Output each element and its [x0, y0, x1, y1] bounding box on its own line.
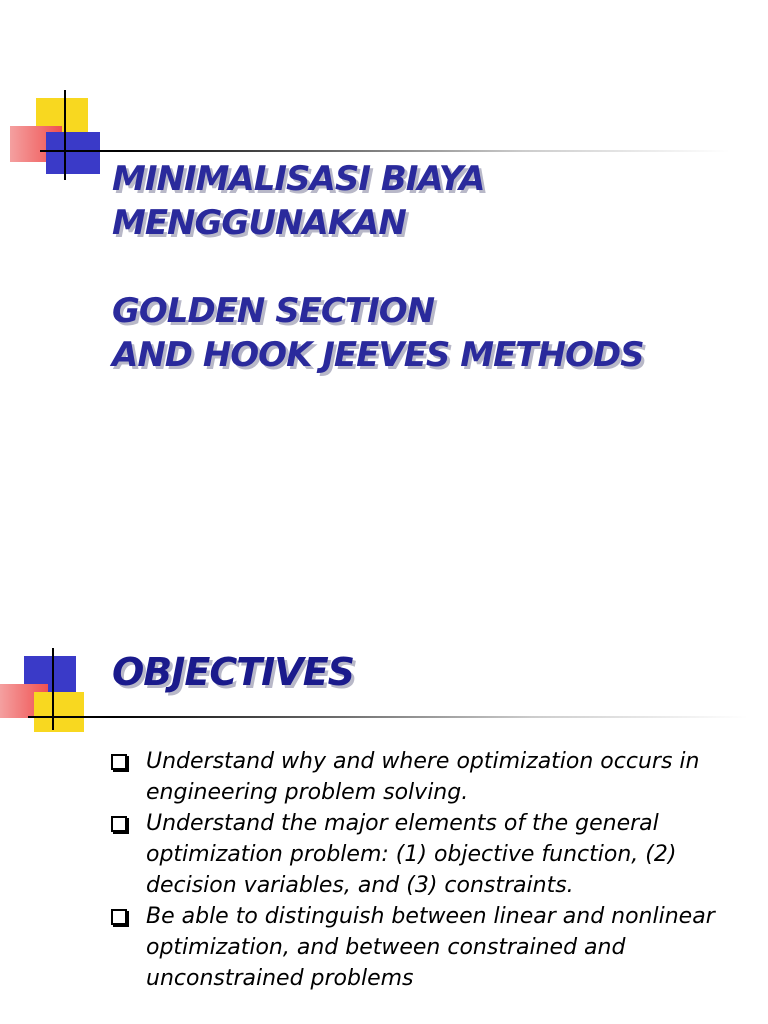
- title-line-blank: [112, 245, 644, 289]
- list-item: [108, 746, 728, 808]
- title-line-4: AND HOOK JEEVES METHODS: [112, 335, 644, 375]
- list-item: [108, 808, 728, 901]
- objectives-slide: [0, 620, 768, 1024]
- horizontal-line: [28, 716, 748, 718]
- objectives-title: OBJECTIVES: [112, 650, 355, 694]
- slide-title: [112, 157, 644, 377]
- bullet-text: Understand the major elements of the general optimization problem: (1) objective function, (2) decision variables, and (3) constraints.: [146, 811, 677, 898]
- objectives-list: [108, 746, 728, 994]
- horizontal-line: [40, 150, 730, 152]
- yellow-square: [34, 692, 84, 732]
- title-line-2: MENGGUNAKAN: [112, 203, 406, 243]
- title-line-1: MINIMALISASI BIAYA: [112, 159, 485, 199]
- checkbox-icon: [111, 816, 127, 832]
- vertical-line: [64, 90, 66, 180]
- title-line-3: GOLDEN SECTION: [112, 291, 435, 331]
- list-item: [108, 901, 728, 994]
- blue-square: [46, 132, 100, 174]
- bullet-text: Be able to distinguish between linear and nonlinear optimization, and between constrained and unconstrained problems: [146, 904, 715, 991]
- checkbox-icon: [111, 754, 127, 770]
- bullet-text: Understand why and where optimization occurs in engineering problem solving.: [146, 749, 700, 805]
- checkbox-icon: [111, 909, 127, 925]
